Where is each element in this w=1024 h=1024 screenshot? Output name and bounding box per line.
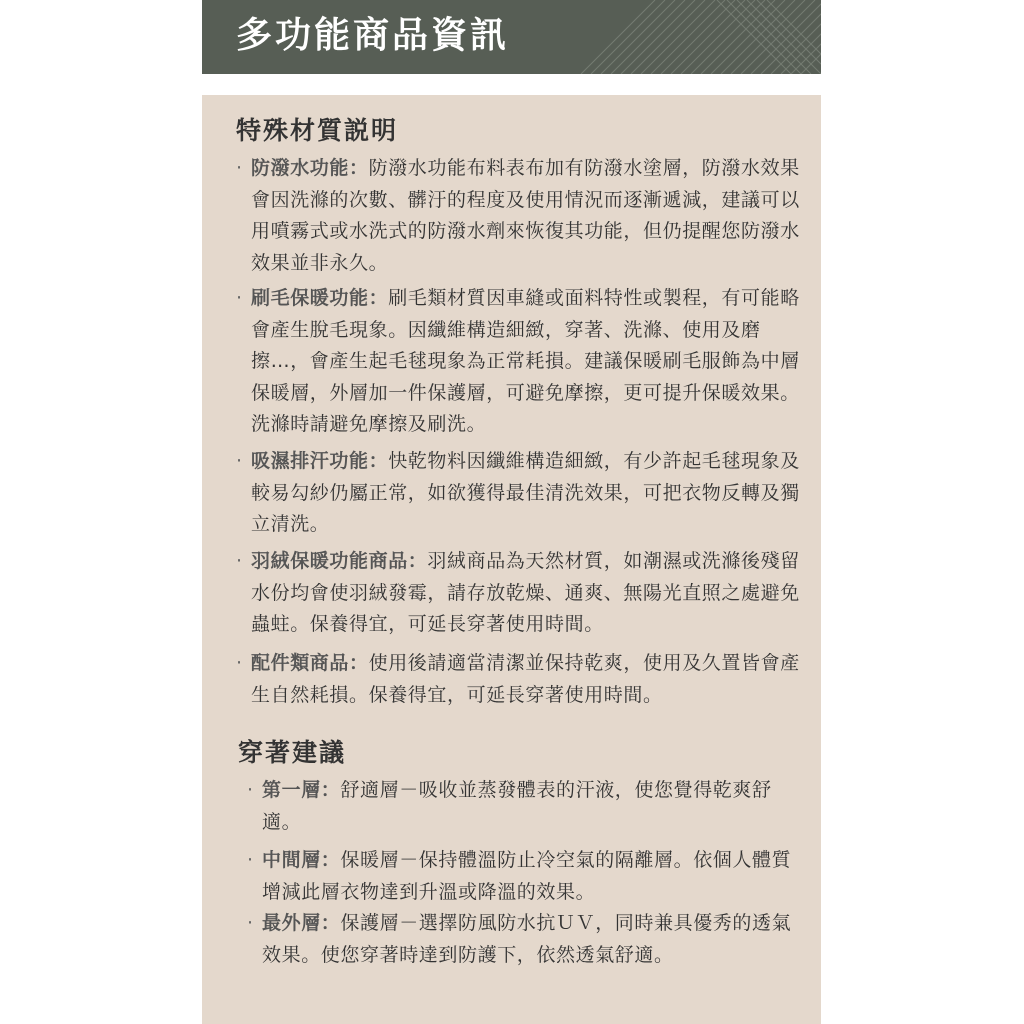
page-title: 多功能商品資訊	[236, 15, 510, 56]
list-item-down-warmth	[236, 546, 801, 641]
bullet-dot: ·	[247, 849, 254, 871]
item-text: 刷毛類材質因車縫或面料特性或製程，有可能略會產生脫毛現象。因纖維構造細緻，穿著、洗滌、使用及磨擦…，會產生起毛毬現象為正常耗損。建議保暖刷毛服飾為中層保暖層，外層加一件保護層，可避免摩擦，更可提升保暖效果。洗滌時請避免摩擦及刷洗。	[251, 287, 800, 435]
item-label: 刷毛保暖功能：	[251, 287, 389, 309]
item-text: 舒適層－吸收並蒸發體表的汗液，使您覺得乾爽舒適。	[262, 779, 772, 833]
item-label: 防潑水功能：	[251, 157, 369, 179]
item-label: 配件類商品：	[251, 652, 369, 674]
item-text: 使用後請適當清潔並保持乾爽，使用及久置皆會產生自然耗損。保養得宜，可延長穿著使用時間。	[251, 652, 800, 706]
item-text: 快乾物料因纖維構造細緻，有少許起毛毬現象及較易勾紗仍屬正常，如欲獲得最佳清洗效果，可把衣物反轉及獨立清洗。	[251, 450, 800, 535]
content-panel	[202, 95, 821, 1024]
bullet-dot: ·	[236, 287, 243, 309]
bullet-dot: ·	[247, 779, 254, 801]
list-item-moisture-wicking	[236, 446, 801, 541]
item-label: 第一層：	[262, 779, 341, 801]
list-item-accessories	[236, 648, 801, 711]
section-title-materials: 特殊材質説明	[236, 116, 399, 145]
list-item-base-layer	[247, 775, 792, 838]
item-label: 中間層：	[262, 849, 341, 871]
bullet-dot: ·	[236, 157, 243, 179]
bullet-dot: ·	[236, 652, 243, 674]
section-title-layering: 穿著建議	[238, 738, 347, 767]
bullet-dot: ·	[247, 912, 254, 934]
list-item-outer-layer	[247, 908, 792, 971]
item-label: 吸濕排汗功能：	[251, 450, 389, 472]
header-banner	[202, 0, 821, 74]
item-text: 羽絨商品為天然材質，如潮濕或洗滌後殘留水份均會使羽絨發霉，請存放乾燥、通爽、無陽光直照之處避免蟲蛀。保養得宜，可延長穿著使用時間。	[251, 550, 800, 635]
list-item-fleece-warmth	[236, 283, 801, 441]
list-item-mid-layer	[247, 845, 792, 908]
item-text: 保護層－選擇防風防水抗ＵＶ，同時兼具優秀的透氣效果。使您穿著時達到防護下，依然透氣舒適。	[262, 912, 792, 966]
item-text: 防潑水功能布料表布加有防潑水塗層，防潑水效果會因洗滌的次數、髒汙的程度及使用情況而逐漸遞減，建議可以用噴霧式或水洗式的防潑水劑來恢復其功能，但仍提醒您防潑水效果並非永久。	[251, 157, 800, 274]
item-text: 保暖層－保持體溫防止冷空氣的隔離層。依個人體質增減此層衣物達到升溫或降溫的效果。	[262, 849, 792, 903]
item-label: 羽絨保暖功能商品：	[251, 550, 428, 572]
bullet-dot: ·	[236, 450, 243, 472]
diagonal-line-pattern	[521, 0, 821, 74]
item-label: 最外層：	[262, 912, 341, 934]
list-item-water-repellent	[236, 153, 801, 279]
bullet-dot: ·	[236, 550, 243, 572]
